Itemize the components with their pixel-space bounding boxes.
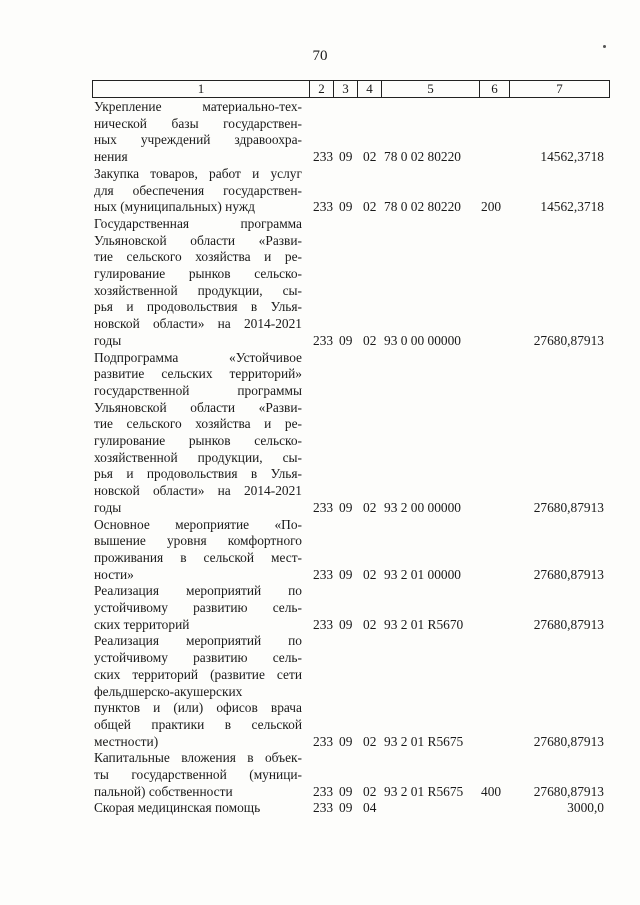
cell-c2: 233 (313, 566, 334, 582)
row-name-line: устойчивому развитию сель- (94, 650, 302, 666)
cell-c7: 3000,0 (567, 800, 604, 816)
row-name-line: ских территорий (94, 616, 190, 632)
row-name (94, 583, 302, 633)
cell-c5: 93 2 00 00000 (384, 499, 461, 515)
row-name-line: годы (94, 332, 122, 348)
cell-c3: 09 (339, 616, 353, 632)
row-name-line: ности» (94, 566, 134, 582)
row-name-line: новской области» на 2014-2021 (94, 316, 302, 332)
cell-c2: 233 (313, 499, 334, 515)
cell-c7: 27680,87913 (533, 616, 604, 632)
row-name-line: нической базы государствен- (94, 115, 302, 131)
cell-c3: 09 (339, 800, 353, 816)
header-col-2: 2 (309, 81, 333, 97)
cell-c7: 27680,87913 (533, 332, 604, 348)
row-name (94, 750, 302, 800)
row-name-line: новской области» на 2014-2021 (94, 483, 302, 499)
cell-c4: 02 (363, 149, 377, 165)
cell-c3: 09 (339, 499, 353, 515)
row-name-line: тие сельского хозяйства и ре- (94, 249, 302, 265)
header-col-6: 6 (479, 81, 509, 97)
table-header (92, 80, 610, 98)
row-name-line: фельдшерско-акушерских (94, 683, 243, 699)
cell-c5: 93 2 01 R5675 (384, 783, 464, 799)
cell-c4: 04 (363, 800, 377, 816)
cell-c2: 233 (313, 800, 334, 816)
header-col-3: 3 (333, 81, 357, 97)
row-name-line: пунктов и (или) офисов врача (94, 700, 302, 716)
header-col-4: 4 (357, 81, 381, 97)
row-name-line: государственной программы (94, 382, 302, 398)
row-name-line: Скорая медицинская помощь (94, 800, 261, 816)
row-name-line: годы (94, 499, 122, 515)
row-name (94, 633, 302, 750)
row-name-line: Укрепление материально-тех- (94, 99, 302, 114)
row-name-line: Основное мероприятие «По- (94, 516, 302, 532)
cell-c2: 233 (313, 199, 334, 215)
row-name-line: Закупка товаров, работ и услуг (94, 165, 302, 181)
cell-c4: 02 (363, 733, 377, 749)
row-name-line: общей практики в сельской (94, 716, 302, 732)
row-name-line: хозяйственной продукции, сы- (94, 449, 302, 465)
cell-c3: 09 (339, 566, 353, 582)
cell-c4: 02 (363, 783, 377, 799)
row-name-line: ты государственной (муници- (94, 767, 302, 782)
cell-c2: 233 (313, 149, 334, 165)
row-name (94, 517, 302, 584)
row-name-line: рья и продовольствия в Улья- (94, 299, 302, 315)
cell-c2: 233 (313, 616, 334, 632)
row-name (94, 350, 302, 517)
row-name-line: гулирование рынков сельско- (94, 433, 302, 449)
row-name-line: вышение уровня комфортного (94, 533, 302, 549)
cell-c4: 02 (363, 566, 377, 582)
header-col-5: 5 (381, 81, 479, 97)
cell-c3: 09 (339, 733, 353, 749)
cell-c3: 09 (339, 199, 353, 215)
row-name-line: Капитальные вложения в объек- (94, 750, 302, 766)
row-name (94, 800, 302, 817)
cell-c7: 14562,3718 (540, 199, 604, 215)
cell-c5: 93 0 00 00000 (384, 332, 461, 348)
row-name-line: хозяйственной продукции, сы- (94, 282, 302, 298)
cell-c7: 14562,3718 (540, 149, 604, 165)
cell-c2: 233 (313, 783, 334, 799)
cell-c2: 233 (313, 332, 334, 348)
header-col-1: 1 (197, 81, 205, 96)
row-name-line: Реализация мероприятий по (94, 583, 302, 599)
cell-c7: 27680,87913 (533, 499, 604, 515)
cell-c5: 78 0 02 80220 (384, 199, 461, 215)
cell-c7: 27680,87913 (533, 733, 604, 749)
cell-c4: 02 (363, 616, 377, 632)
row-name-line: нения (94, 149, 128, 165)
row-name-line: устойчивому развитию сель- (94, 600, 302, 615)
row-name-line: ских территорий (развитие сети (94, 666, 302, 682)
row-name-line: Подпрограмма «Устойчивое (94, 349, 302, 365)
cell-c5: 93 2 01 R5670 (384, 616, 464, 632)
row-name-line: проживания в сельской мест- (94, 549, 302, 565)
row-name-line: рья и продовольствия в Улья- (94, 466, 302, 482)
cell-c2: 233 (313, 733, 334, 749)
cell-c3: 09 (339, 149, 353, 165)
row-name-line: гулирование рынков сельско- (94, 266, 302, 281)
row-name-line: Ульяновской области «Разви- (94, 399, 302, 415)
row-name (94, 166, 302, 216)
page-number: 70 (312, 48, 328, 64)
header-col-7: 7 (509, 81, 609, 97)
scan-speck (603, 45, 606, 48)
row-name-line: для обеспечения государствен- (94, 182, 302, 198)
cell-c6: 400 (481, 783, 502, 799)
cell-c7: 27680,87913 (533, 783, 604, 799)
cell-c4: 02 (363, 499, 377, 515)
row-name-line: ных учреждений здравоохра- (94, 132, 302, 148)
cell-c5: 93 2 01 00000 (384, 566, 461, 582)
cell-c7: 27680,87913 (533, 566, 604, 582)
row-name (94, 216, 302, 350)
cell-c4: 02 (363, 199, 377, 215)
row-name-line: ных (муниципальных) нужд (94, 199, 255, 215)
cell-c3: 09 (339, 332, 353, 348)
cell-c5: 93 2 01 R5675 (384, 733, 464, 749)
row-name-line: развитие сельских территорий» (94, 366, 302, 382)
cell-c5: 78 0 02 80220 (384, 149, 461, 165)
row-name-line: Государственная программа (94, 215, 302, 231)
row-name-line: Ульяновской области «Разви- (94, 232, 302, 248)
cell-c6: 200 (481, 199, 502, 215)
cell-c4: 02 (363, 332, 377, 348)
row-name-line: тие сельского хозяйства и ре- (94, 416, 302, 432)
row-name-line: Реализация мероприятий по (94, 633, 302, 649)
cell-c3: 09 (339, 783, 353, 799)
row-name (94, 99, 302, 166)
row-name-line: пальной) собственности (94, 783, 233, 799)
row-name-line: местности) (94, 733, 159, 749)
